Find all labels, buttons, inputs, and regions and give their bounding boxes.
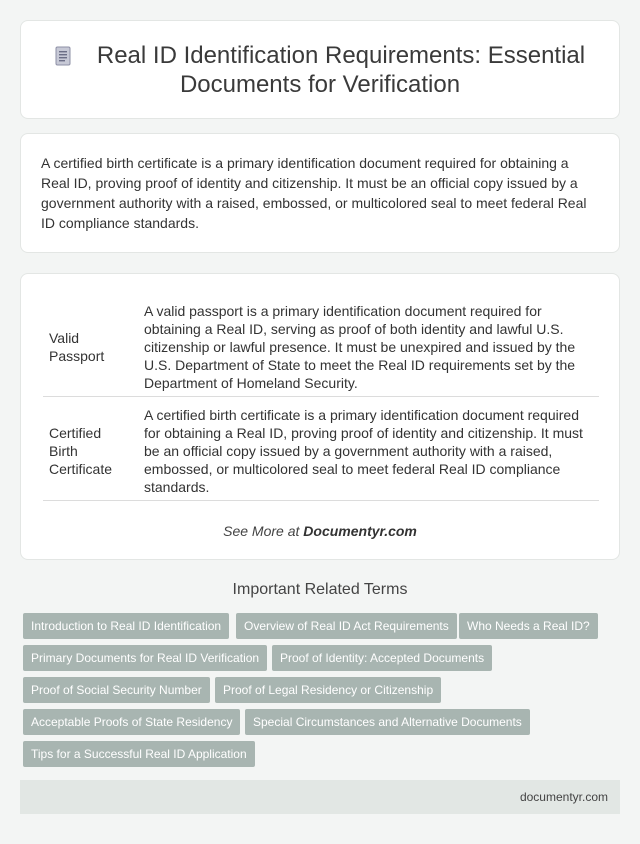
related-tag[interactable]: Acceptable Proofs of State Residency (23, 709, 240, 735)
related-tag[interactable]: Proof of Social Security Number (23, 677, 210, 703)
header-card (20, 20, 620, 119)
see-more-site[interactable]: Documentyr.com (303, 523, 417, 539)
row-description: A certified birth certificate is a primary identification document required for obtaining a Real ID, proving proof of identity and citizenship. It must be an official copy issued by a government authority with a raised, embossed, or multicolored seal to meet federal Real ID compliance standards. (138, 397, 599, 501)
document-icon (55, 46, 71, 66)
related-tag[interactable]: Proof of Identity: Accepted Documents (272, 645, 492, 671)
footer (20, 780, 620, 814)
see-more-link[interactable] (21, 523, 619, 539)
related-tag[interactable]: Overview of Real ID Act Requirements (236, 613, 457, 639)
related-tag[interactable]: Primary Documents for Real ID Verification (23, 645, 267, 671)
page-title-text: Real ID Identification Requirements: Essential Documents for Verification (96, 41, 586, 98)
related-tag[interactable]: Special Circumstances and Alternative Documents (245, 709, 530, 735)
related-tag[interactable]: Introduction to Real ID Identification (23, 613, 229, 639)
intro-card (20, 133, 620, 253)
related-tag[interactable]: Who Needs a Real ID? (459, 613, 598, 639)
see-more-prefix: See More at (223, 523, 304, 539)
footer-site[interactable]: documentyr.com (519, 790, 608, 804)
related-tag[interactable]: Tips for a Successful Real ID Application (23, 741, 255, 767)
document-table (43, 296, 599, 501)
row-label: Valid Passport (43, 296, 138, 397)
related-terms-title: Important Related Terms (232, 581, 408, 598)
table-card (20, 273, 620, 560)
intro-text: A certified birth certificate is a primary identification document required for obtaining a Real ID, proving proof of identity and citizenship. It must be an official copy issued by a government authority with a raised, embossed, or multicolored seal to meet federal Real ID compliance standards. (41, 155, 587, 231)
row-label: Certified Birth Certificate (43, 397, 138, 501)
table-row (43, 397, 599, 501)
row-description: A valid passport is a primary identification document required for obtaining a Real ID, serving as proof of both identity and lawful U.S. citizenship or lawful presence. It must be unexpired and issued by the U.S. Department of State to meet the Real ID requirements set by the Department of Homeland Security. (138, 296, 599, 397)
related-tag[interactable]: Proof of Legal Residency or Citizenship (215, 677, 441, 703)
page-title (45, 41, 595, 99)
table-row (43, 296, 599, 397)
